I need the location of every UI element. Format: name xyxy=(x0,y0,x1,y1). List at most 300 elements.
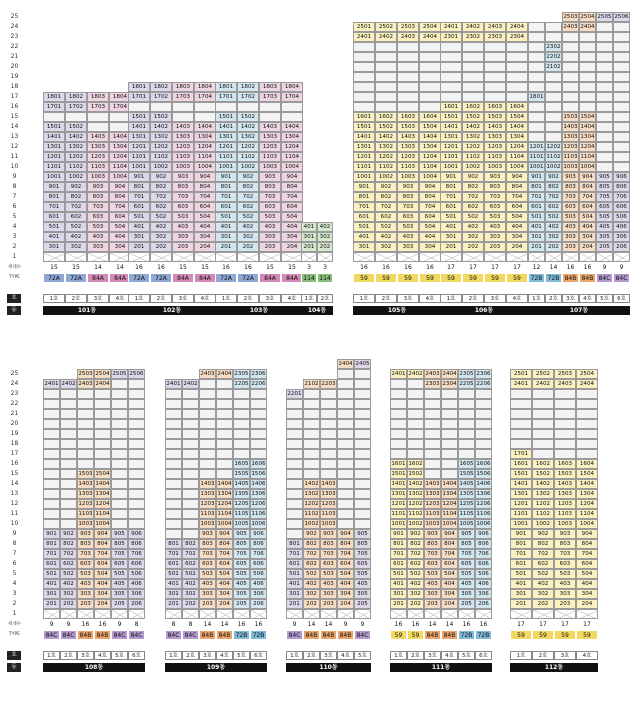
empty-unit-cell xyxy=(462,42,484,52)
unit-cell: 401 xyxy=(128,222,150,232)
unit-cell: 202 xyxy=(182,599,199,609)
empty-unit-cell xyxy=(579,92,596,102)
empty-unit-cell xyxy=(165,469,182,479)
unit-cell: 401 xyxy=(215,222,237,232)
unit-cell: 801 xyxy=(286,539,303,549)
unit-count: 3 xyxy=(323,264,327,271)
unit-cell: 304 xyxy=(281,232,303,242)
empty-unit-cell xyxy=(528,72,545,82)
empty-unit-cell xyxy=(354,429,371,439)
empty-unit-cell xyxy=(233,409,250,419)
empty-unit-cell xyxy=(475,429,492,439)
empty-unit-cell xyxy=(613,132,630,142)
unit-cell: 2403 xyxy=(425,371,440,377)
unit-cell: 2404 xyxy=(217,371,232,377)
empty-unit-cell xyxy=(337,459,354,469)
unit-cell: 903 xyxy=(172,172,194,182)
unit-cell: 1504 xyxy=(576,469,598,479)
unit-cell: 201 xyxy=(440,242,462,252)
empty-unit-cell xyxy=(286,479,303,489)
unit-cell: 402 xyxy=(532,579,554,589)
unit-cell: 203 xyxy=(172,242,194,252)
empty-unit-cell xyxy=(60,429,77,439)
unit-cell: 801 xyxy=(353,192,375,202)
unit-cell: 301 xyxy=(353,242,375,252)
empty-unit-cell xyxy=(419,92,441,102)
unit-cell: 703 xyxy=(87,202,109,212)
unit-cell: 1503 xyxy=(554,469,576,479)
piloti-cell xyxy=(172,252,194,262)
unit-cell: 203 xyxy=(259,242,281,252)
unit-cell: 1103 xyxy=(78,511,93,517)
empty-unit-cell xyxy=(613,142,630,152)
unit-cell: 1204 xyxy=(576,499,598,509)
unit-cell: 806 xyxy=(475,539,492,549)
unit-cell: 2504 xyxy=(419,22,441,32)
unit-cell: 901 xyxy=(440,172,462,182)
empty-unit-cell xyxy=(194,112,216,122)
unit-cell: 1103 xyxy=(172,152,194,162)
piloti-cell xyxy=(545,252,562,262)
empty-unit-cell xyxy=(216,419,233,429)
empty-unit-cell xyxy=(233,389,250,399)
piloti-cell xyxy=(424,609,441,619)
empty-unit-cell xyxy=(303,399,320,409)
unit-type-tag: 59 xyxy=(554,630,576,640)
ho-number: 4호 xyxy=(441,651,458,660)
empty-unit-cell xyxy=(576,419,598,429)
unit-count: 15 xyxy=(201,264,209,271)
unit-cell: 1204 xyxy=(442,501,457,507)
empty-unit-cell xyxy=(165,409,182,419)
piloti-cell xyxy=(233,609,250,619)
building xyxy=(301,12,333,332)
piloti-cell xyxy=(259,252,281,262)
unit-cell: 1604 xyxy=(419,112,441,122)
unit-cell: 1401 xyxy=(215,122,237,132)
unit-type-tag: 84B xyxy=(303,630,320,640)
empty-unit-cell xyxy=(286,469,303,479)
empty-unit-cell xyxy=(554,389,576,399)
empty-unit-cell xyxy=(407,409,424,419)
ho-number: 2호 xyxy=(375,294,397,303)
piloti-cell xyxy=(390,609,407,619)
empty-unit-cell xyxy=(320,459,337,469)
empty-unit-cell xyxy=(286,419,303,429)
unit-type-tag: 59 xyxy=(576,630,598,640)
unit-cell: 1404 xyxy=(580,124,595,130)
unit-cell: 301 xyxy=(286,589,303,599)
unit-cell: 603 xyxy=(397,212,419,222)
unit-cell: 1103 xyxy=(563,154,578,160)
unit-cell: 2502 xyxy=(375,22,397,32)
unit-cell: 603 xyxy=(77,559,94,569)
unit-cell: 904 xyxy=(576,529,598,539)
floor-label: 6 xyxy=(12,560,17,567)
empty-unit-cell xyxy=(375,62,397,72)
unit-cell: 701 xyxy=(440,192,462,202)
unit-cell: 1405 xyxy=(459,481,474,487)
unit-count: 17 xyxy=(583,621,591,628)
unit-cell: 1104 xyxy=(580,154,595,160)
empty-unit-cell xyxy=(390,419,407,429)
unit-count: 16 xyxy=(566,264,575,271)
unit-cell: 206 xyxy=(613,242,630,252)
unit-cell: 203 xyxy=(199,599,216,609)
unit-cell: 2502 xyxy=(532,369,554,379)
unit-cell: 505 xyxy=(354,569,371,579)
unit-cell: 1303 xyxy=(425,491,440,497)
unit-count: 15 xyxy=(72,264,80,271)
floor-label: 19 xyxy=(10,73,19,80)
unit-cell: 1302 xyxy=(462,132,484,142)
empty-unit-cell xyxy=(506,62,528,72)
empty-unit-cell xyxy=(354,379,371,389)
unit-cell: 304 xyxy=(441,589,458,599)
unit-count: 8 xyxy=(134,621,139,628)
unit-cell: 203 xyxy=(424,599,441,609)
unit-cell: 2506 xyxy=(614,14,629,20)
floor-label: 20 xyxy=(10,63,19,70)
building-name: 103동 xyxy=(215,306,303,315)
unit-cell: 701 xyxy=(510,549,532,559)
empty-unit-cell xyxy=(458,439,475,449)
unit-cell: 601 xyxy=(528,202,545,212)
unit-type-tag: 59 xyxy=(532,630,554,640)
empty-unit-cell xyxy=(475,439,492,449)
unit-cell: 1802 xyxy=(150,82,172,92)
empty-unit-cell xyxy=(375,102,397,112)
unit-cell: 901 xyxy=(390,529,407,539)
empty-unit-cell xyxy=(545,122,562,132)
unit-cell: 503 xyxy=(172,212,194,222)
unit-count: 14 xyxy=(307,621,316,628)
empty-unit-cell xyxy=(320,449,337,459)
unit-cell: 501 xyxy=(215,212,237,222)
unit-cell: 1702 xyxy=(65,102,87,112)
unit-cell: 904 xyxy=(194,172,216,182)
empty-unit-cell xyxy=(528,82,545,92)
unit-type-tag: 84C xyxy=(43,630,60,640)
empty-unit-cell xyxy=(237,102,259,112)
floor-label: 13 xyxy=(10,133,19,140)
ho-number: 3호 xyxy=(172,294,194,303)
unit-cell: 2402 xyxy=(183,381,198,387)
unit-type-tag: 59 xyxy=(390,630,407,640)
floor-label: 5 xyxy=(12,570,17,577)
unit-cell: 1203 xyxy=(397,152,419,162)
unit-cell: 704 xyxy=(579,192,596,202)
piloti-cell xyxy=(554,609,576,619)
unit-count: 17 xyxy=(447,264,455,271)
unit-cell: 1403 xyxy=(397,132,419,142)
floor-label: 15 xyxy=(10,113,19,120)
unit-cell: 303 xyxy=(259,232,281,242)
empty-unit-cell xyxy=(462,92,484,102)
unit-cell: 502 xyxy=(60,569,77,579)
unit-cell: 1701 xyxy=(43,102,65,112)
unit-count: 16 xyxy=(583,264,592,271)
unit-cell: 1104 xyxy=(217,511,232,517)
unit-cell: 2306 xyxy=(251,371,266,377)
empty-unit-cell xyxy=(182,479,199,489)
unit-cell: 304 xyxy=(419,242,441,252)
empty-unit-cell xyxy=(613,42,630,52)
unit-cell: 1402 xyxy=(65,132,87,142)
unit-cell: 1103 xyxy=(321,511,336,517)
unit-cell: 1201 xyxy=(128,142,150,152)
floor-label: 22 xyxy=(10,400,19,407)
unit-cell: 1202 xyxy=(150,142,172,152)
unit-cell: 803 xyxy=(199,539,216,549)
unit-cell: 1402 xyxy=(150,122,172,132)
floor-label: 9 xyxy=(12,173,17,180)
unit-cell: 205 xyxy=(233,599,250,609)
unit-cell: 2205 xyxy=(459,381,474,387)
unit-cell: 201 xyxy=(390,599,407,609)
unit-cell: 702 xyxy=(532,549,554,559)
unit-cell: 603 xyxy=(562,202,579,212)
empty-unit-cell xyxy=(216,429,233,439)
unit-cell: 1202 xyxy=(532,499,554,509)
unit-count: 15 xyxy=(288,264,296,271)
empty-unit-cell xyxy=(424,449,441,459)
unit-cell: 302 xyxy=(237,232,259,242)
unit-cell: 1501 xyxy=(215,112,237,122)
unit-cell: 1503 xyxy=(78,471,93,477)
unit-cell: 1404 xyxy=(419,132,441,142)
empty-unit-cell xyxy=(354,459,371,469)
unit-cell: 2503 xyxy=(563,14,578,20)
unit-cell: 1301 xyxy=(510,489,532,499)
unit-cell: 1301 xyxy=(128,132,150,142)
unit-type-tag: 84B xyxy=(216,630,233,640)
unit-cell: 204 xyxy=(506,242,528,252)
unit-cell: 2503 xyxy=(397,22,419,32)
unit-cell: 504 xyxy=(419,222,441,232)
unit-cell: 505 xyxy=(458,569,475,579)
piloti-cell xyxy=(94,609,111,619)
floor-label: 8 xyxy=(12,183,17,190)
building xyxy=(440,12,528,332)
ho-number: 3호 xyxy=(320,651,337,660)
empty-unit-cell xyxy=(397,42,419,52)
unit-cell: 401 xyxy=(390,579,407,589)
empty-unit-cell xyxy=(182,489,199,499)
unit-cell: 2403 xyxy=(397,32,419,42)
unit-cell: 1004 xyxy=(109,172,131,182)
unit-type-tag: 59 xyxy=(506,273,528,283)
building-name: 105동 xyxy=(353,306,441,315)
piloti-cell xyxy=(528,252,545,262)
empty-unit-cell xyxy=(128,459,145,469)
unit-cell: 2404 xyxy=(419,32,441,42)
unit-cell: 804 xyxy=(281,182,303,192)
floor-label: 25 xyxy=(10,370,19,377)
empty-unit-cell xyxy=(545,132,562,142)
unit-cell: 1106 xyxy=(251,511,266,517)
empty-unit-cell xyxy=(596,92,613,102)
empty-unit-cell xyxy=(165,519,182,529)
unit-type-tag: 114 xyxy=(317,273,333,283)
empty-unit-cell xyxy=(354,399,371,409)
ho-number: 4호 xyxy=(94,651,111,660)
unit-cell: 1304 xyxy=(419,142,441,152)
unit-type-tag: 84C xyxy=(596,273,613,283)
unit-cell: 402 xyxy=(407,579,424,589)
floor-label: 12 xyxy=(10,143,19,150)
empty-unit-cell xyxy=(43,409,60,419)
empty-unit-cell xyxy=(458,409,475,419)
unit-cell: 602 xyxy=(237,202,259,212)
unit-cell: 1202 xyxy=(462,142,484,152)
unit-cell: 503 xyxy=(484,212,506,222)
unit-cell: 1404 xyxy=(95,481,110,487)
piloti-cell xyxy=(579,252,596,262)
empty-unit-cell xyxy=(596,112,613,122)
floor-label: 2 xyxy=(12,600,17,607)
unit-cell: 1105 xyxy=(459,511,474,517)
empty-unit-cell xyxy=(545,102,562,112)
empty-unit-cell xyxy=(286,429,303,439)
unit-cell: 1006 xyxy=(251,521,266,527)
empty-unit-cell xyxy=(562,52,579,62)
unit-count: 9 xyxy=(66,621,71,628)
empty-unit-cell xyxy=(286,499,303,509)
unit-cell: 702 xyxy=(375,202,397,212)
unit-cell: 303 xyxy=(554,589,576,599)
ho-number: 4호 xyxy=(216,651,233,660)
empty-unit-cell xyxy=(165,389,182,399)
building-name: 101동 xyxy=(43,306,131,315)
unit-cell: 805 xyxy=(596,182,613,192)
unit-cell: 2301 xyxy=(440,32,462,42)
unit-cell: 1004 xyxy=(580,164,595,170)
floor-label: 11 xyxy=(10,153,19,160)
empty-unit-cell xyxy=(397,62,419,72)
empty-unit-cell xyxy=(303,389,320,399)
unit-cell: 1302 xyxy=(304,491,319,497)
unit-cell: 1204 xyxy=(281,142,303,152)
unit-type-tag: 84C xyxy=(60,630,77,640)
unit-cell: 505 xyxy=(111,569,128,579)
unit-cell: 903 xyxy=(87,182,109,192)
floor-label: 21 xyxy=(10,410,19,417)
floor-label: 23 xyxy=(10,33,19,40)
unit-cell: 1003 xyxy=(484,162,506,172)
unit-cell: 1003 xyxy=(87,172,109,182)
unit-cell: 2504 xyxy=(576,369,598,379)
piloti-cell xyxy=(182,609,199,619)
piloti-cell xyxy=(87,252,109,262)
ho-number: 4호 xyxy=(109,294,131,303)
unit-count: 16 xyxy=(479,621,488,628)
unit-cell: 2203 xyxy=(321,381,336,387)
unit-type-tag: 84B xyxy=(199,630,216,640)
unit-cell: 2403 xyxy=(563,24,578,30)
empty-unit-cell xyxy=(303,469,320,479)
empty-unit-cell xyxy=(475,449,492,459)
unit-cell: 1303 xyxy=(200,491,215,497)
unit-count: 17 xyxy=(513,264,521,271)
unit-cell: 1804 xyxy=(281,82,303,92)
unit-cell: 2503 xyxy=(554,369,576,379)
empty-unit-cell xyxy=(353,52,375,62)
unit-cell: 506 xyxy=(128,569,145,579)
empty-unit-cell xyxy=(337,429,354,439)
empty-unit-cell xyxy=(596,152,613,162)
unit-cell: 2404 xyxy=(506,22,528,32)
unit-count: 3 xyxy=(307,264,311,271)
unit-count: 17 xyxy=(469,264,477,271)
unit-cell: 202 xyxy=(407,599,424,609)
unit-cell: 303 xyxy=(199,589,216,599)
unit-cell: 703 xyxy=(424,549,441,559)
empty-unit-cell xyxy=(60,409,77,419)
empty-unit-cell xyxy=(576,399,598,409)
unit-cell: 1204 xyxy=(109,152,131,162)
unit-cell: 1403 xyxy=(321,481,336,487)
unit-count: 17 xyxy=(561,621,569,628)
unit-cell: 206 xyxy=(475,599,492,609)
ho-number: 1호 xyxy=(165,651,182,660)
empty-unit-cell xyxy=(182,529,199,539)
empty-unit-cell xyxy=(475,419,492,429)
unit-cell: 904 xyxy=(281,172,303,182)
unit-cell: 303 xyxy=(562,232,579,242)
unit-cell: 502 xyxy=(65,222,87,232)
floor-label: 23 xyxy=(10,390,19,397)
unit-cell: 1001 xyxy=(510,519,532,529)
ho-number: 6호 xyxy=(475,651,492,660)
empty-unit-cell xyxy=(182,419,199,429)
empty-unit-cell xyxy=(562,72,579,82)
unit-cell: 1404 xyxy=(442,481,457,487)
empty-unit-cell xyxy=(216,459,233,469)
unit-cell: 1201 xyxy=(440,142,462,152)
empty-unit-cell xyxy=(440,52,462,62)
unit-cell: 1003 xyxy=(259,162,281,172)
unit-cell: 403 xyxy=(320,579,337,589)
empty-unit-cell xyxy=(286,409,303,419)
empty-unit-cell xyxy=(286,449,303,459)
empty-unit-cell xyxy=(182,519,199,529)
empty-unit-cell xyxy=(320,429,337,439)
unit-cell: 1003 xyxy=(425,521,440,527)
empty-unit-cell xyxy=(424,429,441,439)
unit-cell: 702 xyxy=(150,192,172,202)
unit-cell: 201 xyxy=(286,599,303,609)
empty-unit-cell xyxy=(441,429,458,439)
unit-cell: 1501 xyxy=(43,122,65,132)
unit-cell: 704 xyxy=(109,202,131,212)
unit-cell: 401 xyxy=(440,222,462,232)
empty-unit-cell xyxy=(337,369,354,379)
empty-unit-cell xyxy=(424,399,441,409)
unit-type-tag: 72B xyxy=(233,630,250,640)
unit-cell: 301 xyxy=(43,589,60,599)
unit-cell: 901 xyxy=(43,182,65,192)
empty-unit-cell xyxy=(441,389,458,399)
unit-cell: 1603 xyxy=(397,112,419,122)
unit-cell: 801 xyxy=(390,539,407,549)
empty-unit-cell xyxy=(182,499,199,509)
empty-unit-cell xyxy=(390,449,407,459)
unit-count: 14 xyxy=(116,264,124,271)
unit-cell: 403 xyxy=(424,579,441,589)
unit-cell: 301 xyxy=(301,232,317,242)
unit-cell: 805 xyxy=(354,539,371,549)
